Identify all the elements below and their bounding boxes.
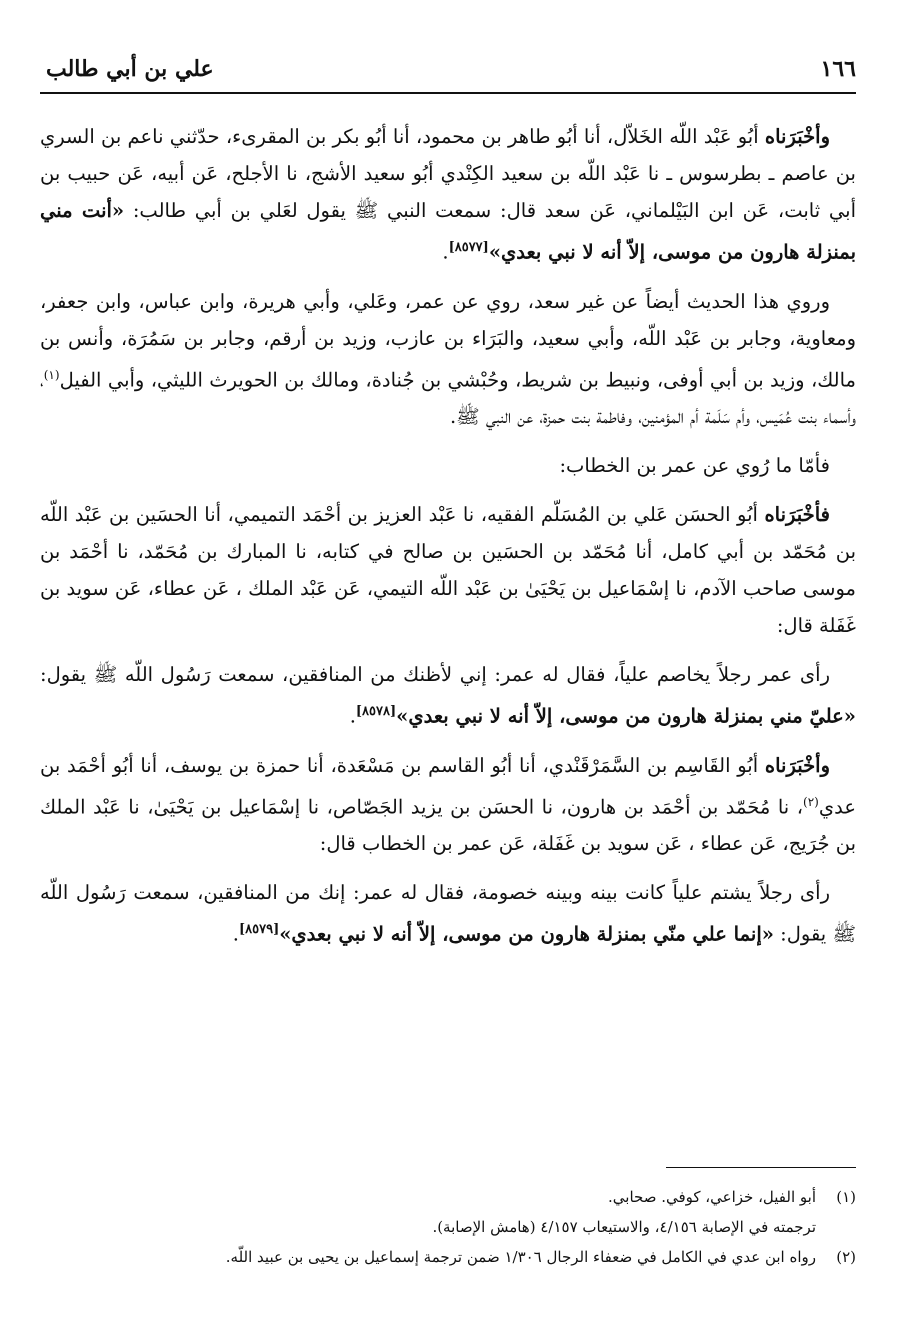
paragraph-text: ، وأسماء بنت عُمَيس، وأم سَلَمة أم المؤمنين، وفاطمة بنت حمزة، عن النبي ﷺ. [40, 368, 856, 428]
footnote-number: (٢) [836, 1248, 856, 1266]
paragraph-7 [40, 874, 856, 953]
running-title: علي بن أبي طالب [46, 56, 214, 82]
footnote-marker: (٢) [803, 794, 819, 809]
isnad-keyword: وأخْبَرَناه [764, 125, 830, 148]
footnote-2 [40, 1242, 856, 1272]
paragraph-text: فأمّا ما رُوي عن عمر بن الخطاب: [559, 454, 830, 477]
hadith-reference: [٨٥٧٩] [238, 922, 280, 937]
hadith-text: «إنما علي منّي بمنزلة هارون من موسى، إلاّ أنه لا نبي بعدي» [279, 922, 774, 946]
paragraph-text: أبُو عَبْد اللّه الخَلاّل، أنا أبُو طاهر بن محمود، أنا أبُو بكر بن المقرىء، حدّثني ناعم بن السري بن عاصم ـ بطرسوس ـ نا عَبْد اللّه بن سعيد الكِنْدي أبُو سعيد الأشج، نا الأجلح، عَن أبيه، عَن حبيب بن أبي ثابت، عَن ابن البَيْلماني، عَن سعد قال: سمعت النبي ﷺ يقول لعَلي بن أبي طالب: [40, 125, 856, 222]
paragraph-text: أبُو القَاسِم بن السَّمَرْقَنْدي، أنا أبُو القاسم بن مَسْعَدة، أنا حمزة بن يوسف، أنا أبُو أحْمَد بن عدي [40, 753, 856, 818]
paragraph-text: رأى عمر رجلاً يخاصم علياً، فقال له عمر: إني لأظنك من المنافقين، سمعت رَسُول اللّه ﷺ يقول: [40, 663, 830, 686]
main-text [40, 118, 856, 965]
paragraph-text: رأى رجلاً يشتم علياً كانت بينه وبينه خصومة، فقال له عمر: إنك من المنافقين، سمعت رَسُول اللّه ﷺ يقول: [40, 881, 856, 946]
sentence-end: . [349, 704, 356, 728]
paragraph-text: وروي هذا الحديث أيضاً عن غير سعد، روي عن عمر، وعَلي، وأبي هريرة، وابن عباس، وابن جعفر، ومعاوية، وجابر بن عَبْد اللّه، وأبي سعيد، والبَرَاء بن عازب، وزيد بن أرقم، وجابر بن سَمُرَة، وأنس بن مالك، وزيد بن أبي أوفى، ونبيط بن شريط، وحُبْشي بن جُنادة، ومالك بن الحويرث الليثي، وأبي الفيل [40, 289, 856, 391]
paragraph-6 [40, 747, 856, 863]
sentence-end: . [232, 922, 239, 946]
paragraph-2 [40, 283, 856, 436]
page-number: ١٦٦ [820, 56, 856, 82]
hadith-reference: [٨٥٧٨] [355, 704, 397, 719]
hadith-reference: [٨٥٧٧] [448, 240, 489, 255]
footnotes [40, 1182, 856, 1272]
footnote-text: أبو الفيل، خزاعي، كوفي. صحابي. [608, 1188, 816, 1206]
paragraph-5 [40, 656, 856, 735]
paragraph-text: ، نا مُحَمّد بن أحْمَد بن هارون، نا الحسَن بن يزيد الجَصّاص، نا إسْمَاعيل بن يَحْيَىٰ، نا عَبْد الملك بن جُرَيج، عَن عطاء ، عَن سويد بن غَفَلة، عَن عمر بن الخطاب قال: [40, 795, 856, 855]
hadith-text: «عليّ مني بمنزلة هارون من موسى، إلاّ أنه لا نبي بعدي» [396, 704, 856, 728]
paragraph-3 [40, 447, 856, 484]
footnote-divider [666, 1167, 856, 1168]
page-header [40, 52, 856, 94]
isnad-keyword: وأخْبَرَناه [764, 753, 830, 777]
hadith-text: «أنت مني بمنزلة هارون من موسى، إلاّ أنه لا نبي بعدي» [40, 199, 856, 264]
paragraph-text: أبُو الحسَن عَلي بن المُسَلّم الفقيه، نا عَبْد العزيز بن أحْمَد التميمي، أنا الحسَين بن عَبْد اللّه بن مُحَمّد بن أبي كامل، أنا مُحَمّد بن الحسَين بن صالح في كتابه، نا المبارك بن مُحَمّد، نا أحْمَد بن موسى صاحب الآدم، نا إسْمَاعيل بن يَحْيَىٰ بن عَبْد اللّه التيمي، عَن عَبْد الملك ، عَن عطاء، عَن سويد بن غَفَلة قال: [40, 503, 856, 637]
paragraph-1 [40, 118, 856, 271]
isnad-keyword: فأخْبَرَناه [764, 503, 830, 526]
sentence-end: . [442, 240, 449, 264]
footnote-1 [40, 1182, 856, 1212]
footnote-number: (١) [836, 1188, 856, 1206]
footnote-text: رواه ابن عدي في الكامل في ضعفاء الرجال ١/٣٠٦ ضمن ترجمة إسماعيل بن يحيى بن عبيد اللّه. [225, 1248, 816, 1266]
paragraph-4 [40, 496, 856, 644]
footnote-marker: (١) [43, 367, 60, 382]
footnote-1-continuation: ترجمته في الإصابة ٤/١٥٦، والاستيعاب ٤/١٥٧ (هامش الإصابة). [432, 1218, 816, 1236]
